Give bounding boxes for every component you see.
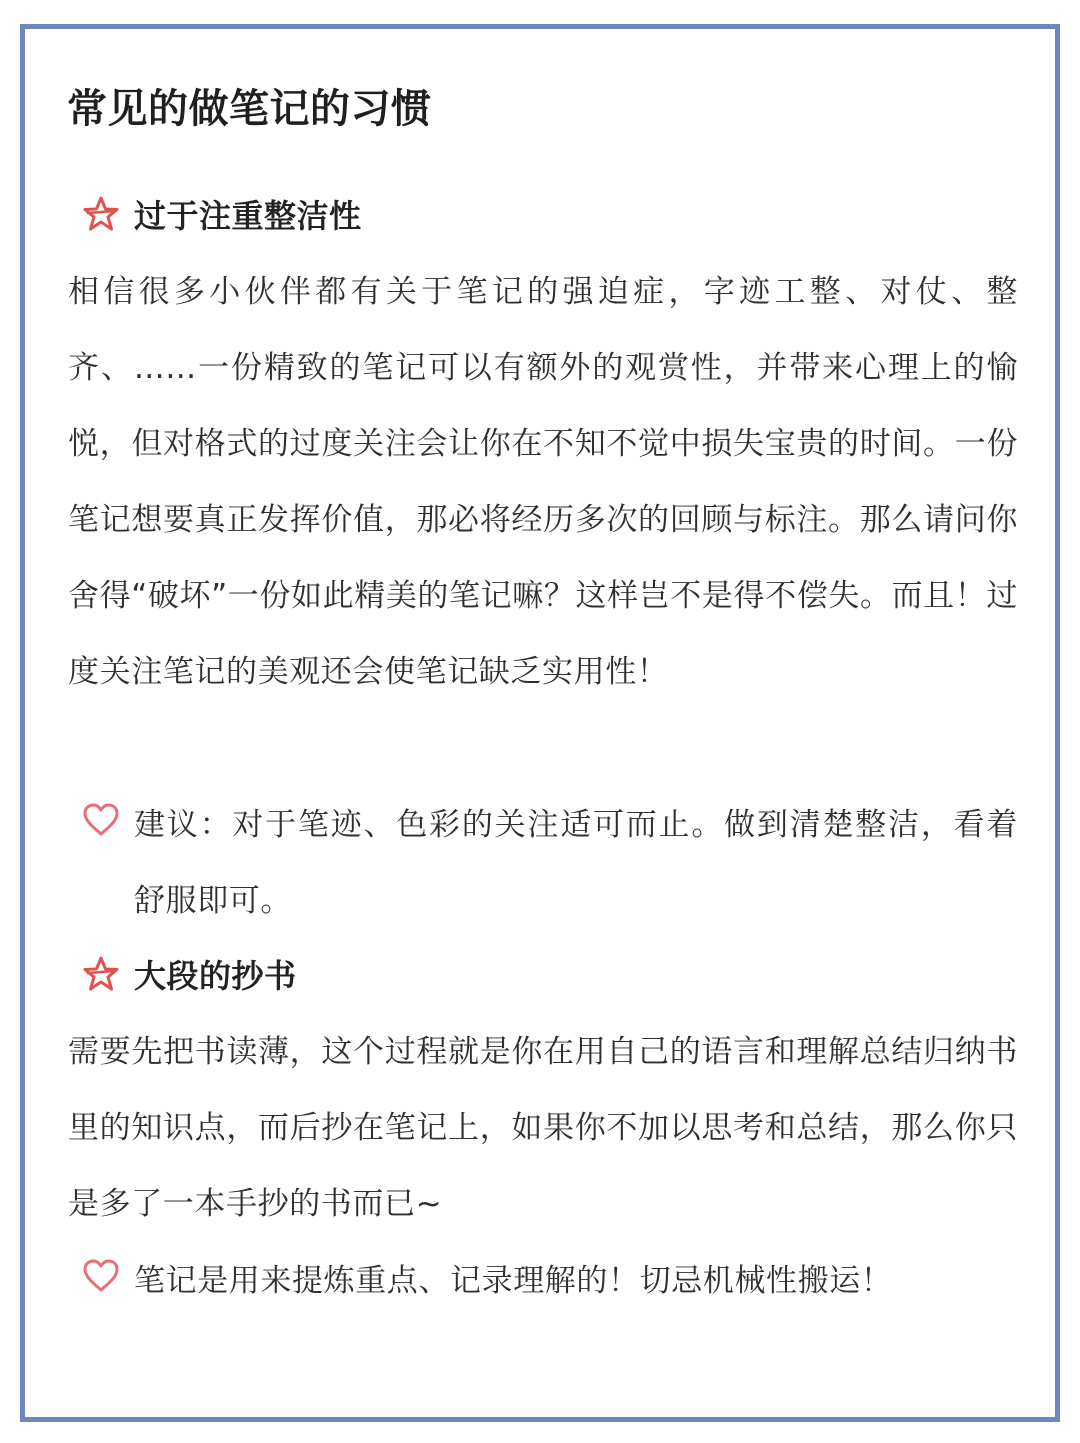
section-heading-label: 过于注重整洁性	[134, 197, 362, 235]
tip-copying	[80, 1243, 1020, 1319]
star-icon	[80, 953, 122, 995]
star-icon	[80, 193, 122, 235]
content-frame	[20, 24, 1060, 1422]
page-title: 常见的做笔记的习惯	[67, 86, 432, 132]
section-heading-neatness	[80, 189, 362, 239]
tip-text: 笔记是用来提炼重点、记录理解的！切忌机械性搬运！	[134, 1263, 893, 1299]
tip-text: 建议：对于笔迹、色彩的关注适可而止。做到清楚整洁，看着舒服即可。	[134, 807, 1018, 919]
section-heading-label: 大段的抄书	[134, 957, 297, 995]
section-paragraph-copying: 需要先把书读薄，这个过程就是你在用自己的语言和理解总结归纳书里的知识点，而后抄在笔记上，如果你不加以思考和总结，那么你只是多了一本手抄的书而已~	[68, 1034, 1018, 1222]
tip-neatness	[80, 787, 1020, 939]
section-paragraph-neatness: 相信很多小伙伴都有关于笔记的强迫症，字迹工整、对仗、整齐、……一份精致的笔记可以有额外的观赏性，并带来心理上的愉悦，但对格式的过度关注会让你在不知不觉中损失宝贵的时间。一份笔记想要真正发挥价值，那必将经历多次的回顾与标注。那么请问你舍得“破坏”一份如此精美的笔记嘛？这样岂不是得不偿失。而且！过度关注笔记的美观还会使笔记缺乏实用性！	[68, 274, 1018, 690]
section-heading-copying	[80, 949, 297, 999]
heart-icon	[80, 1255, 122, 1297]
heart-icon	[80, 799, 122, 841]
